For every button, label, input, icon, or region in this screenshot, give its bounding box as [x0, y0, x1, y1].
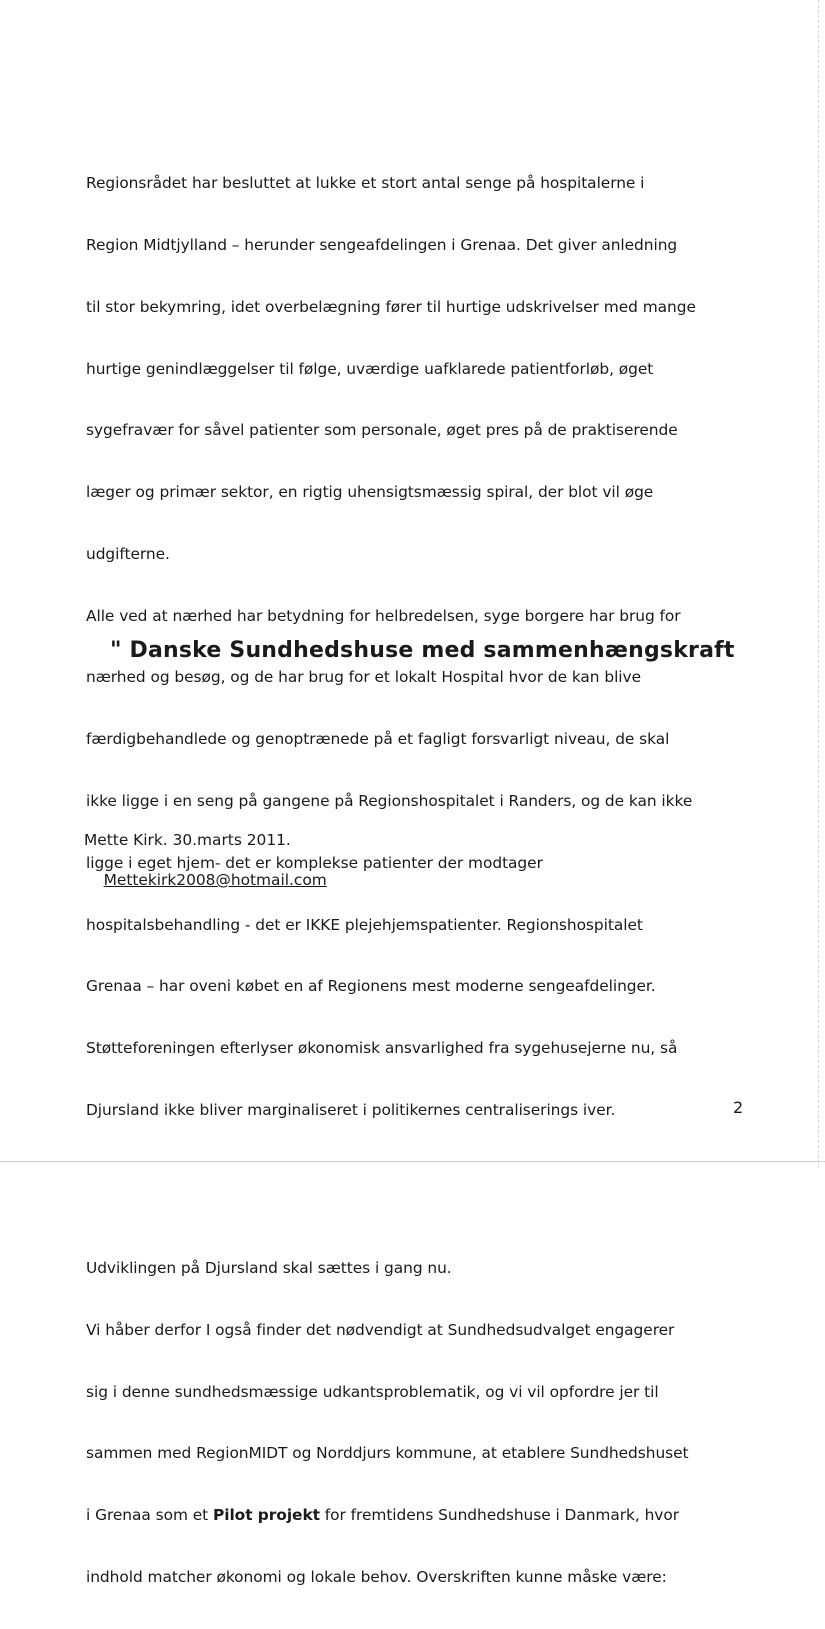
text-line: hospitalsbehandling - det er IKKE plejehjemspatienter. Regionshospitalet [86, 915, 643, 934]
headline: " Danske Sundhedshuse med sammenhængskraft [110, 638, 735, 663]
text-line: færdigbehandlede og genoptrænede på et fagligt forsvarligt niveau, de skal [86, 730, 670, 749]
text-line: Alle ved at nærhed har betydning for helbredelsen, syge borgere har brug for [86, 606, 681, 625]
text-line: Udviklingen på Djursland skal sættes i gang nu. [86, 1259, 452, 1278]
text-line: indhold matcher økonomi og lokale behov. Overskriften kunne måske være: [86, 1567, 667, 1586]
signature-line: Mette Kirk. 30.marts 2011. [84, 831, 291, 849]
email-link[interactable]: Mettekirk2008@hotmail.com [103, 871, 327, 889]
text-line: udgifterne. [86, 544, 170, 563]
text-line: ligge i eget hjem- det er komplekse patienter der modtager [86, 853, 543, 872]
text-line: sig i denne sundhedsmæssige udkantsproblematik, og vi vil opfordre jer til [86, 1382, 659, 1401]
text-line: læger og primær sektor, en rigtig uhensigtsmæssig spiral, der blot vil øge [86, 483, 654, 502]
page-number: 2 [733, 1098, 744, 1117]
text-line: hurtige genindlæggelser til følge, uværdige uafklarede patientforløb, øget [86, 359, 654, 378]
text-line: ikke ligge i en seng på gangene på Regionshospitalet i Randers, og de kan ikke [86, 792, 693, 810]
text-fragment: for fremtidens Sundhedshuse i Danmark, hvor [319, 1506, 679, 1525]
text-line-pilot [86, 1505, 766, 1526]
text-line: Grenaa – har oveni købet en af Regionens mest moderne sengeafdelinger. [86, 977, 656, 996]
paragraph-gap [86, 1182, 766, 1196]
text-line: Regionsrådet har besluttet at lukke et stort antal senge på hospitalerne i [86, 174, 645, 193]
text-fragment: i Grenaa som et [86, 1506, 213, 1525]
text-line: sammen med RegionMIDT og Norddjurs kommune, at etablere Sundhedshuset [86, 1444, 689, 1463]
text-line: nærhed og besøg, og de har brug for et lokalt Hospital hvor de kan blive [86, 668, 641, 687]
signature-block [84, 790, 327, 910]
pilot-project-emphasis: Pilot projekt [212, 1506, 320, 1525]
scan-edge-right [818, 0, 819, 1168]
text-line: til stor bekymring, idet overbelægning fører til hurtige udskrivelser med mange [86, 297, 696, 316]
text-line: sygefravær for såvel patienter som personale, øget pres på de praktiserende [86, 421, 678, 440]
text-line: Støtteforeningen efterlyser økonomisk ansvarlighed fra sygehusejerne nu, så [86, 1039, 678, 1058]
text-line: Region Midtjylland – herunder sengeafdelingen i Grenaa. Det giver anledning [86, 235, 678, 254]
text-line: Vi håber derfor I også finder det nødvendigt at Sundhedsudvalget engagerer [86, 1320, 675, 1339]
text-line: Djursland ikke bliver marginaliseret i politikernes centraliserings iver. [86, 1100, 616, 1119]
